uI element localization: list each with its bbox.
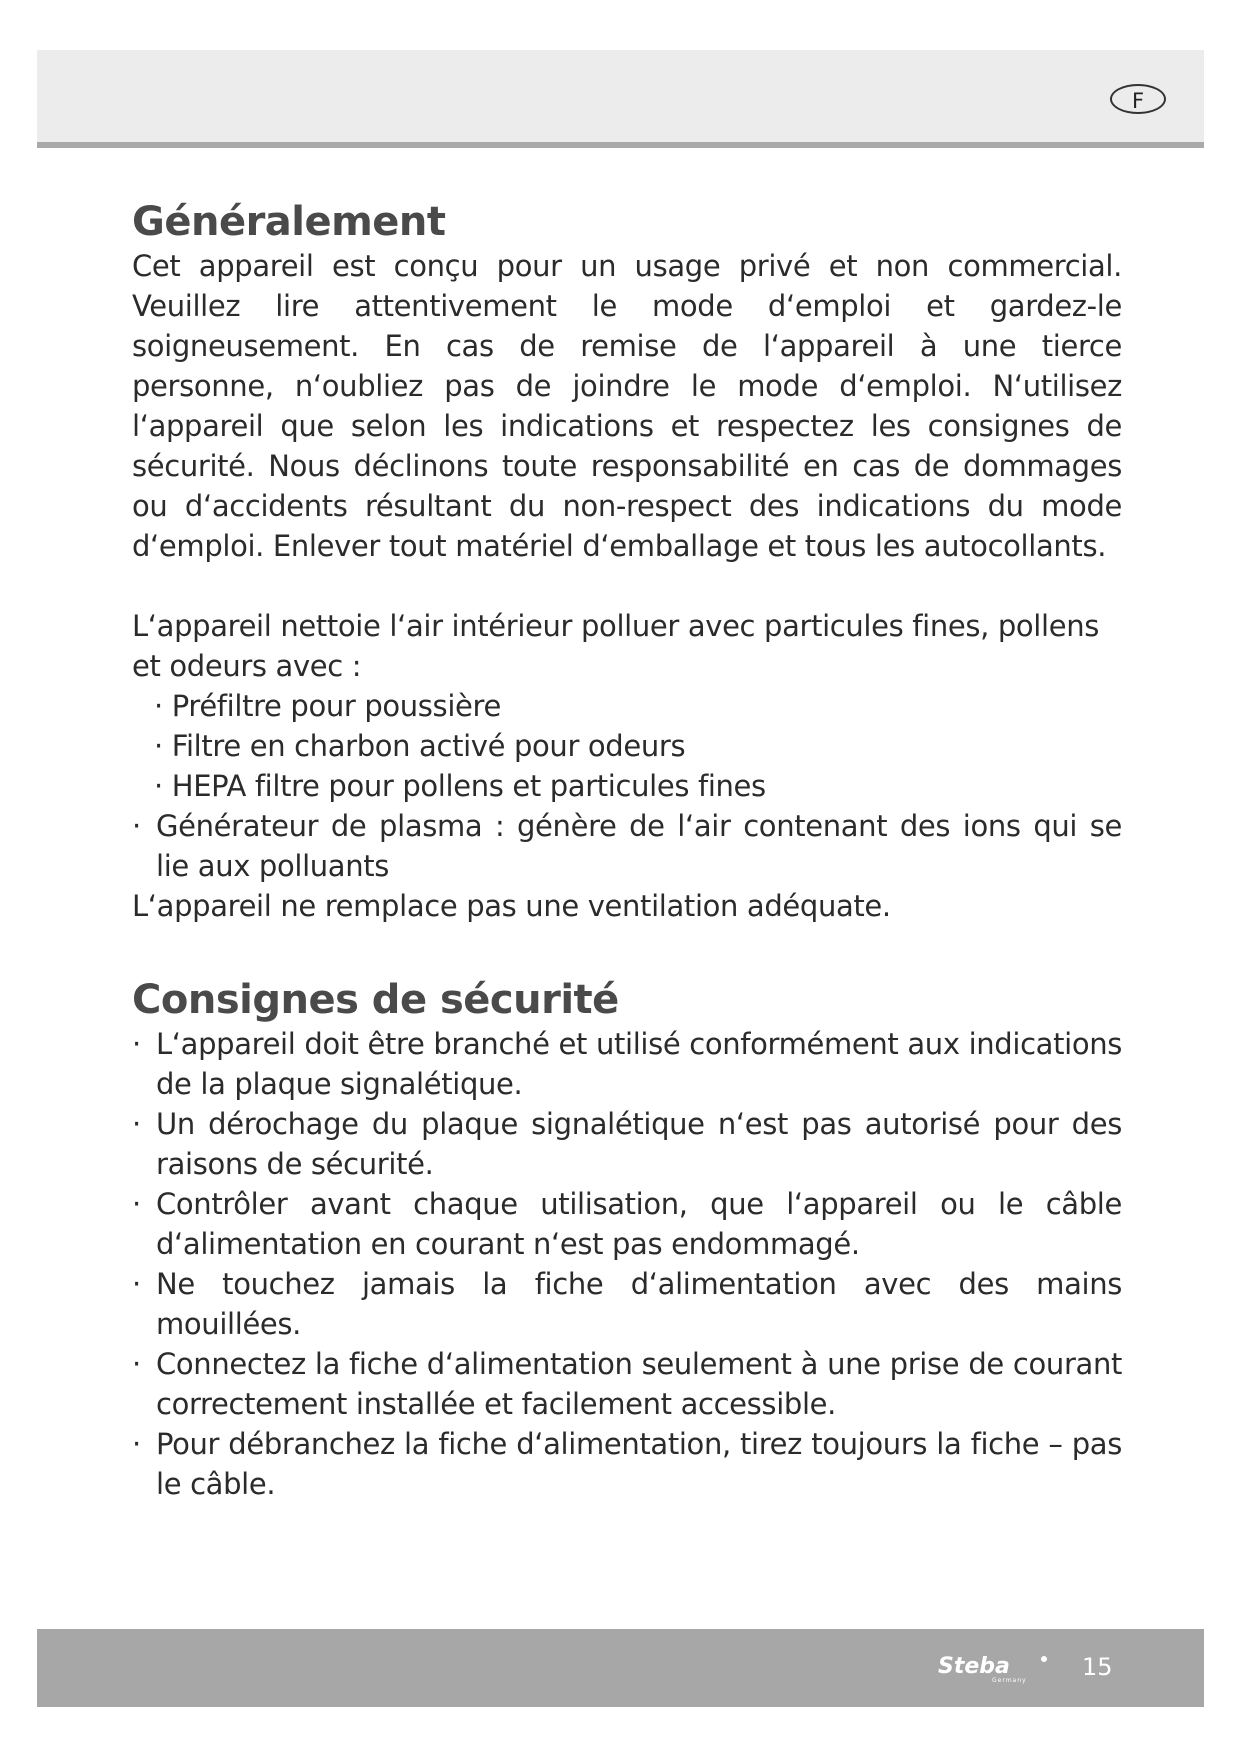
page-content: [132, 198, 1122, 1504]
steba-logo: [936, 1651, 1052, 1685]
list-item: · Un dérochage du plaque signalétique n‘est pas autorisé pour des raisons de sécurité.: [132, 1107, 1122, 1181]
list-item: · Connectez la fiche d‘alimentation seulement à une prise de courant correctement installée et facilement accessible.: [132, 1347, 1122, 1421]
plasma-list: [132, 806, 1122, 886]
ventilation-note: L‘appareil ne remplace pas une ventilation adéquate.: [132, 889, 891, 923]
filter-list: [132, 686, 1122, 806]
section-title-safety: Consignes de sécurité: [132, 977, 619, 1023]
list-item: · Ne touchez jamais la fiche d‘alimentation avec des mains mouillées.: [132, 1267, 1122, 1341]
brand-subtitle: Germany: [992, 1677, 1027, 1684]
cleaning-description: L‘appareil nettoie l‘air intérieur polluer avec particules fines, pollens et odeurs avec :: [132, 609, 1099, 683]
header-band: [37, 50, 1204, 148]
list-item: · Filtre en charbon activé pour odeurs: [154, 729, 686, 763]
language-badge: F: [1110, 84, 1166, 114]
list-item: · Contrôler avant chaque utilisation, que l‘appareil ou le câble d‘alimentation en courant n‘est pas endommagé.: [132, 1187, 1122, 1261]
general-intro-paragraph: Cet appareil est conçu pour un usage privé et non commercial. Veuillez lire attentivement le mode d‘emploi et gardez-le soigneusement. En cas de remise de l‘appareil à une tierce personne, n‘oubliez pas de joindre le mode d‘emploi. N‘utilisez l‘appareil que selon les indications et respectez les consignes de sécurité. Nous déclinons toute responsabilité en cas de dommages ou d‘accidents résultant du non-respect des indications du mode d‘emploi. Enlever tout matériel d‘emballage et tous les autocollants.: [132, 249, 1122, 563]
list-item: · Préfiltre pour poussière: [154, 689, 501, 723]
page-number: 15: [1082, 1653, 1113, 1681]
brand-name: Steba: [938, 1654, 1010, 1679]
list-item: · Pour débranchez la fiche d‘alimentation, tirez toujours la fiche – pas le câble.: [132, 1427, 1122, 1501]
list-item: · HEPA filtre pour pollens et particules fines: [154, 769, 766, 803]
section-title-general: Généralement: [132, 199, 446, 245]
safety-list: [132, 1024, 1122, 1504]
list-item: · Générateur de plasma : génère de l‘air contenant des ions qui se lie aux polluants: [132, 809, 1122, 883]
list-item: · L‘appareil doit être branché et utilisé conformément aux indications de la plaque signalétique.: [132, 1027, 1122, 1101]
